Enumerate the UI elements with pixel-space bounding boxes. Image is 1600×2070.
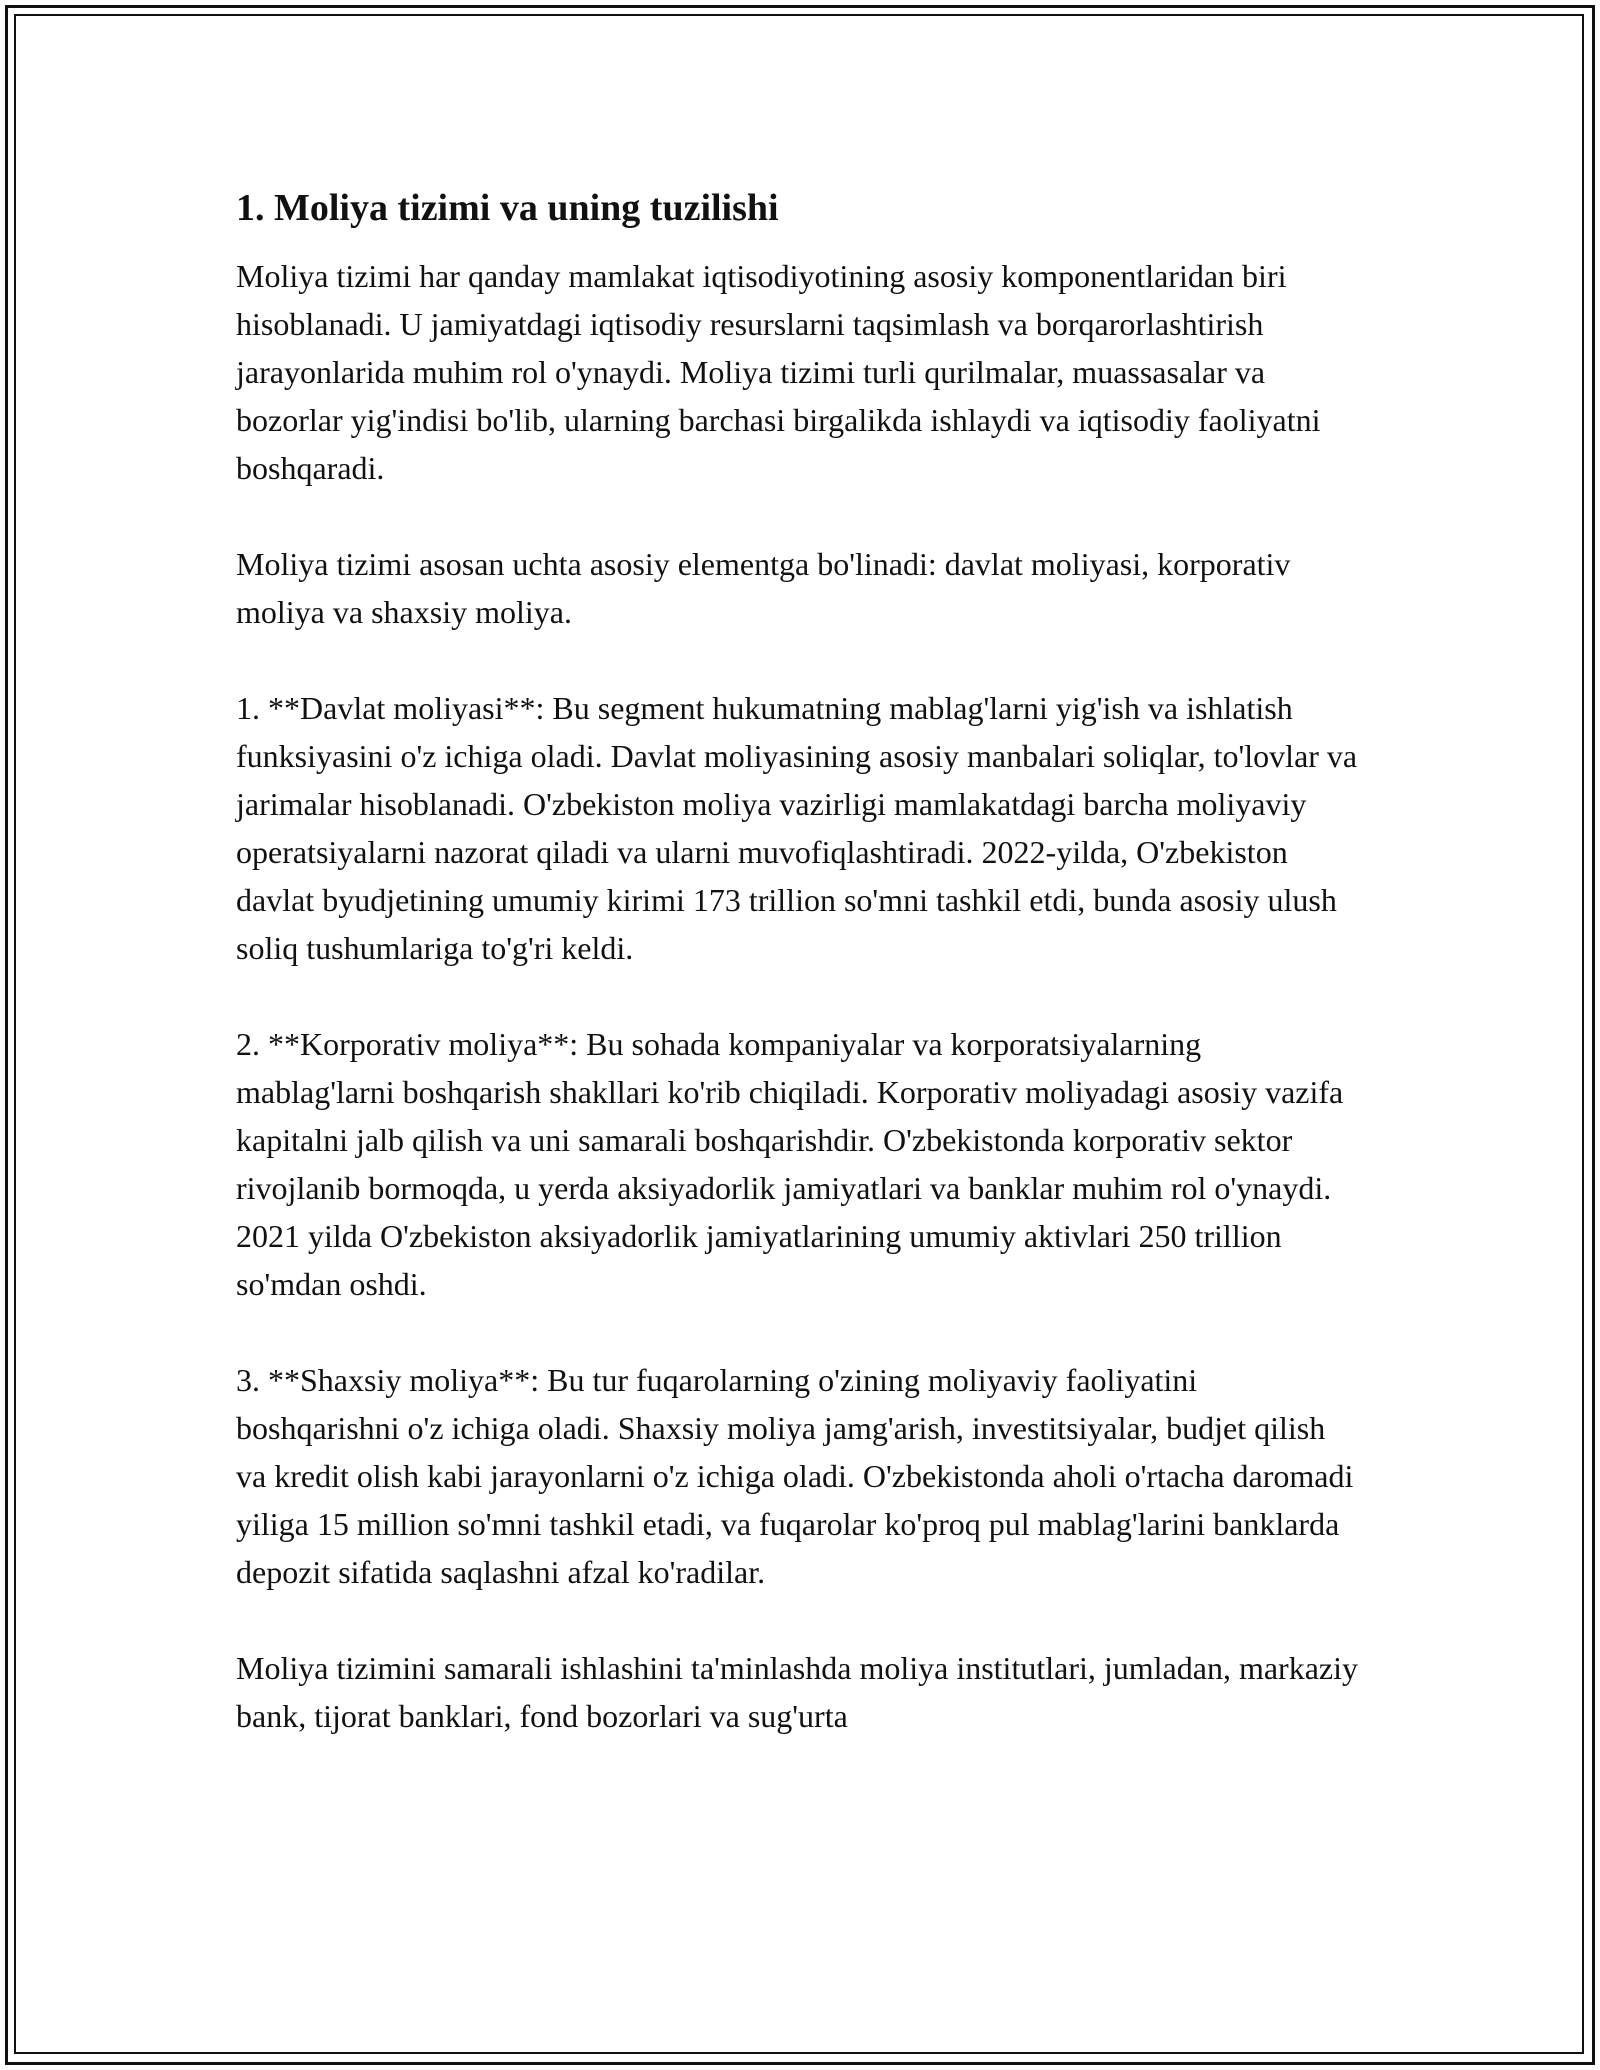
corporate-finance-paragraph: 2. **Korporativ moliya**: Bu sohada kompaniyalar va korporatsiyalarning mablag'larni boshqarish shakllari ko'rib chiqiladi. Korporativ moliyadagi asosiy vazifa kapitalni jalb qilish va uni samarali boshqarishdir. O'zbekistonda korporativ sektor rivojlanib bormoqda, u yerda aksiyadorlik jamiyatlari va banklar muhim rol o'ynaydi. 2021 yilda O'zbekiston aksiyadorlik jamiyatlarining umumiy aktivlari 250 trillion so'mdan oshdi. [236,1026,1344,1302]
document-body [236,184,1361,1740]
institutions-paragraph: Moliya tizimini samarali ishlashini ta'minlashda moliya institutlari, jumladan, markaziy bank, tijorat banklari, fond bozorlari va sug'urta [236,1650,1358,1734]
public-finance-paragraph: 1. **Davlat moliyasi**: Bu segment hukumatning mablag'larni yig'ish va ishlatish funksiyasini o'z ichiga oladi. Davlat moliyasining asosiy manbalari soliqlar, to'lovlar va jarimalar hisoblanadi. O'zbekiston moliya vazirligi mamlakatdagi barcha moliyaviy operatsiyalarni nazorat qiladi va ularni muvofiqlashtiradi. 2022-yilda, O'zbekiston davlat byudjetining umumiy kirimi 173 trillion so'mni tashkil etdi, bunda asosiy ulush soliq tushumlariga to'g'ri keldi. [236,690,1358,966]
section-heading: 1. Moliya tizimi va uning tuzilishi [236,187,779,229]
personal-finance-paragraph: 3. **Shaxsiy moliya**: Bu tur fuqarolarning o'zining moliyaviy faoliyatini boshqarishni o'z ichiga oladi. Shaxsiy moliya jamg'arish, investitsiyalar, budjet qilish va kredit olish kabi jarayonlarni o'z ichiga oladi. O'zbekistonda aholi o'rtacha daromadi yiliga 15 million so'mni tashkil etadi, va fuqarolar ko'proq pul mablag'larini banklarda depozit sifatida saqlashni afzal ko'radilar. [236,1362,1354,1590]
elements-paragraph: Moliya tizimi asosan uchta asosiy elementga bo'linadi: davlat moliyasi, korporativ moliya va shaxsiy moliya. [236,546,1291,630]
intro-paragraph: Moliya tizimi har qanday mamlakat iqtisodiyotining asosiy komponentlaridan biri hisoblanadi. U jamiyatdagi iqtisodiy resurslarni taqsimlash va borqarorlashtirish jarayonlarida muhim rol o'ynaydi. Moliya tizimi turli qurilmalar, muassasalar va bozorlar yig'indisi bo'lib, ularning barchasi birgalikda ishlaydi va iqtisodiy faoliyatni boshqaradi. [236,258,1321,486]
